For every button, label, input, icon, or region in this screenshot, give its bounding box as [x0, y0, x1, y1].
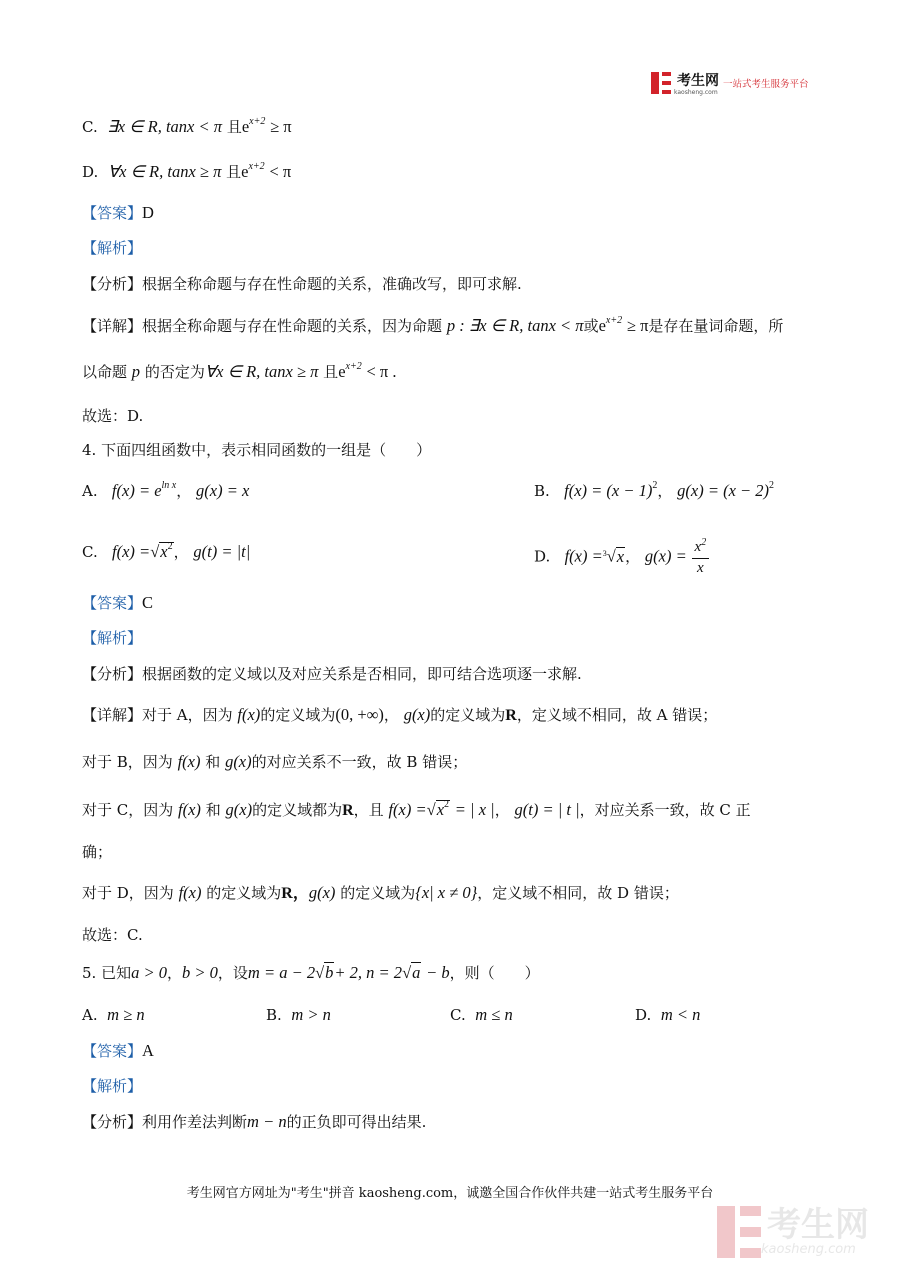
q4-detail-a: 【详解】对于 A，因为 f(x)的定义域为(0, +∞)， g(x)的定义域为R，定义域不相同，故 A 错误； [82, 705, 718, 724]
q4-conclusion: 故选：C. [82, 926, 143, 944]
header-logo [651, 71, 809, 95]
q4-detail-d: 对于 D，因为 f(x) 的定义域为R，g(x) 的定义域为{x| x ≠ 0}，定义域不相同，故 D 错误； [82, 883, 679, 902]
q3-fenxi: 【分析】根据全称命题与存在性命题的关系，准确改写，即可求解. [82, 275, 522, 293]
q4-answer: 【答案】C [82, 593, 154, 612]
q4-detail-c: 对于 C，因为 f(x) 和 g(x)的定义域都为R，且 $f(x) =√x^2$ = | x |， g(t) = | t |，对应关系一致，故 C 正 [82, 799, 751, 819]
q4-option-a: A. $f(x) = e^{ln x}$， g(x) = x [82, 480, 250, 500]
q3-option-c: C. ∃x ∈ R, tanx < π 且$e^{x+2} \ge \pi$ [82, 116, 292, 136]
q5-option-b: B. m > n [266, 1005, 331, 1024]
q3-analysis-tag: 【解析】 [82, 239, 143, 257]
q5-fenxi: 【分析】利用作差法判断m − n的正负即可得出结果. [82, 1112, 427, 1131]
q5-option-a: A. m ≥ n [82, 1005, 145, 1024]
q4-option-d: D. f(x) =$^3$√x， g(x) = $\frac{x^2}{x}$ [534, 538, 709, 577]
q4-analysis-tag: 【解析】 [82, 629, 143, 647]
q3-answer: 【答案】D [82, 203, 154, 222]
q5-answer: 【答案】A [82, 1041, 154, 1060]
logo-brand: 考生网 [677, 73, 719, 89]
q5-stem: 5. 已知a > 0，b > 0，设m = a − 2√b+ 2, n = 2√a − b，则（ ） [82, 963, 540, 982]
watermark-mark-icon [717, 1206, 761, 1258]
q5-option-d: D. m < n [635, 1005, 701, 1024]
watermark-domain: kaosheng.com [761, 1242, 856, 1257]
q3-conclusion: 故选：D. [82, 407, 144, 425]
q4-option-c: C. $f(x) =√x^2$， g(t) = |t| [82, 541, 251, 561]
q4-detail-b: 对于 B，因为 f(x) 和 g(x)的对应关系不一致，故 B 错误； [82, 752, 468, 771]
q4-stem: 4. 下面四组函数中，表示相同函数的一组是（ ） [82, 441, 432, 459]
logo-domain: kaosheng.com [674, 89, 718, 96]
q4-fenxi: 【分析】根据函数的定义域以及对应关系是否相同，即可结合选项逐一求解. [82, 665, 582, 683]
watermark-text: 考生网 [767, 1205, 869, 1245]
logo-mark-icon [651, 72, 671, 94]
q4-options-cd [82, 538, 862, 578]
watermark-logo [717, 1206, 869, 1258]
q5-option-c: C. m ≤ n [450, 1005, 513, 1024]
q4-d-fraction: $\frac{x^2}{x}$ [692, 538, 710, 577]
q4-option-b: B. $f(x) = (x - 1)^2$， $g(x) = (x - 2)^2$ [534, 480, 775, 500]
q3-xiangjie-line2: 以命题 p 的否定为∀x ∈ R, tanx ≥ π 且$e^{x+2} < \pi$ . [82, 361, 397, 381]
q3-option-d: D. ∀x ∈ R, tanx ≥ π 且$e^{x+2} < \pi$ [82, 161, 292, 181]
q4-options-ab [82, 481, 862, 504]
q4-detail-c-cont: 确； [82, 843, 113, 861]
q5-analysis-tag: 【解析】 [82, 1077, 143, 1095]
page-footer: 考生网官方网址为"考生"拼音 kaosheng.com，诚邀全国合作伙伴共建一站式考生服务平台 [186, 1186, 714, 1201]
q3-xiangjie-line1: 【详解】根据全称命题与存在性命题的关系，因为命题 p : ∃x ∈ R, tanx < π或$e^{x+2} \ge \pi$是存在量词命题，所 [82, 315, 784, 335]
logo-slogan: 一站式考生服务平台 [723, 79, 809, 90]
